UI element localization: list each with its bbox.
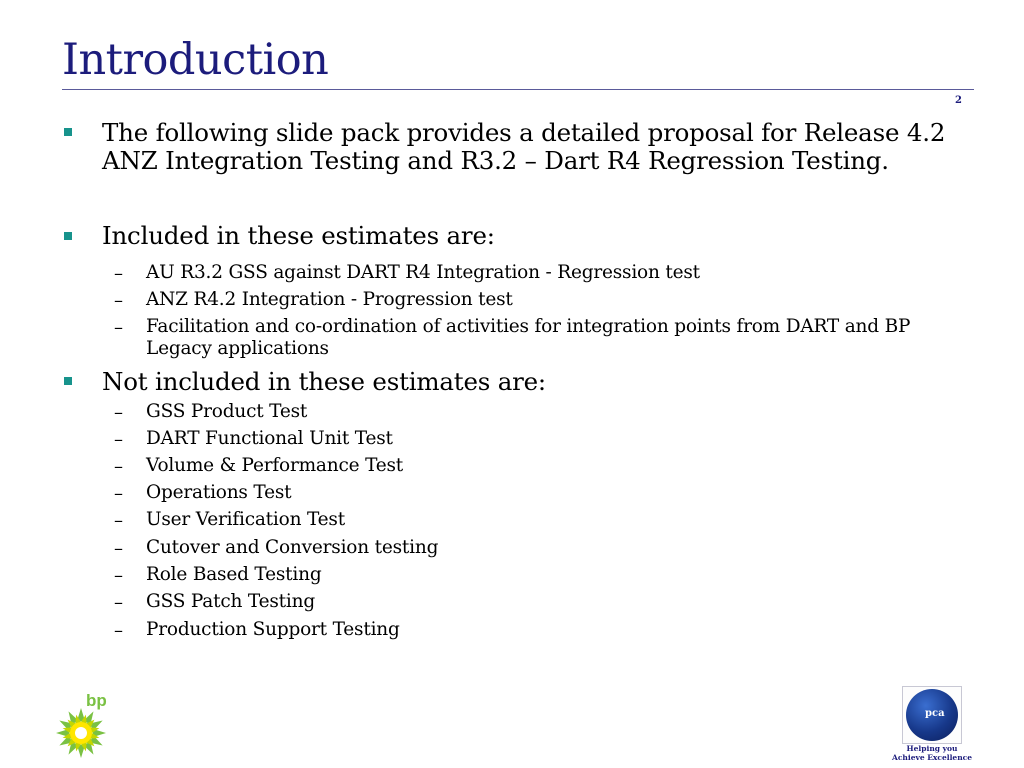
sub-bullet-text: User Verification Test <box>146 509 345 530</box>
sub-bullet-text: DART Functional Unit Test <box>146 428 393 449</box>
pca-logo <box>892 686 972 762</box>
dash-marker: – <box>114 429 123 450</box>
dash-marker: – <box>114 456 123 477</box>
dash-marker: – <box>114 263 123 284</box>
sub-bullet-text: Volume & Performance Test <box>146 455 404 476</box>
sub-bullet-text: GSS Product Test <box>146 401 308 422</box>
bullet-marker <box>64 377 72 385</box>
dash-marker: – <box>114 317 123 338</box>
pca-tagline: Helping you Achieve Excellence <box>892 744 972 762</box>
sub-bullet-text: GSS Patch Testing <box>146 591 315 612</box>
bp-logo <box>52 690 118 758</box>
bullet-text: The following slide pack provides a detailed proposal for Release 4.2 ANZ Integration Testing and R3.2 – Dart R4 Regression Testing. <box>102 118 946 175</box>
pca-wordmark: pca <box>925 708 945 719</box>
dash-marker: – <box>114 620 123 641</box>
bullet-text: Included in these estimates are: <box>102 221 495 250</box>
dash-marker: – <box>114 483 123 504</box>
dash-marker: – <box>114 290 123 311</box>
sub-bullet-text: Role Based Testing <box>146 564 322 585</box>
bp-wordmark: bp <box>86 691 107 710</box>
dash-marker: – <box>114 565 123 586</box>
bullet-marker <box>64 128 72 136</box>
bp-helios-icon <box>52 690 118 758</box>
dash-marker: – <box>114 592 123 613</box>
dash-marker: – <box>114 510 123 531</box>
pca-logo-frame <box>902 686 962 744</box>
sub-bullet-text: Operations Test <box>146 482 292 503</box>
dash-marker: – <box>114 538 123 559</box>
slide-title: Introduction <box>62 35 329 85</box>
sub-bullet-text: Production Support Testing <box>146 619 400 640</box>
bullet-text: Not included in these estimates are: <box>102 367 546 396</box>
sub-bullet-text: Cutover and Conversion testing <box>146 537 439 558</box>
dash-marker: – <box>114 402 123 423</box>
sub-bullet-text: Facilitation and co-ordination of activities for integration points from DART and BP Legacy applications <box>146 316 911 359</box>
sub-bullet-text: ANZ R4.2 Integration - Progression test <box>146 289 513 310</box>
sub-bullet-text: AU R3.2 GSS against DART R4 Integration - Regression test <box>146 262 700 283</box>
page-number: 2 <box>955 95 962 106</box>
bullet-marker <box>64 232 72 240</box>
